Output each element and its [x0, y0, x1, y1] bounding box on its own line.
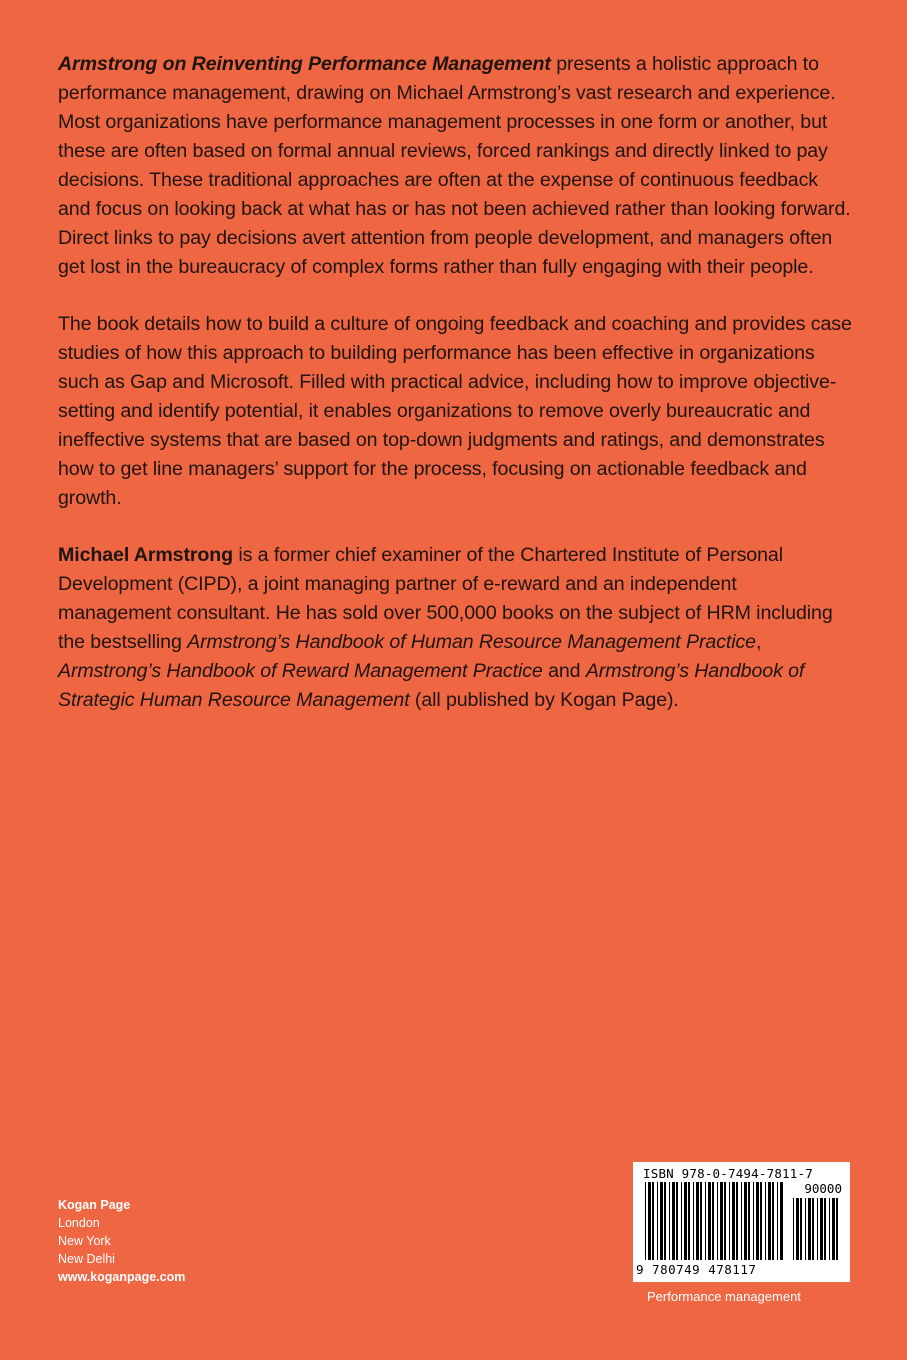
barcode-bar [780, 1182, 783, 1260]
blurb-paragraph-2: The book details how to build a culture of ongoing feedback and coaching and provides case studies of how this approach to building performance has been effective in organizations such as Gap and Microsoft. Filled with practical advice, including how to improve objective-setting and identify potential, it enables organizations to remove overly bureaucratic and ineffective systems that are based on top-down judgments and ratings, and demonstrates how to get line managers’ support for the process, focusing on actionable feedback and growth. [58, 313, 852, 509]
barcode-bar [681, 1182, 682, 1260]
author-bio-text-b: (all published by Kogan Page). [409, 689, 679, 711]
barcode-bar [836, 1198, 838, 1260]
blurb-text-1: presents a holistic approach to performance management, drawing on Michael Armstrong’s vast research and experience. Most organizations have performance management processes in one form or another, but these are often based on formal annual reviews, forced rankings and directly linked to pay decisions. These traditional approaches are often at the expense of continuous feedback and focus on looking back at what has or has not been achieved rather than looking forward. Direct links to pay decisions avert attention from people development, and managers often get lost in the bureaucracy of complex forms rather than fully engaging with their people. [58, 53, 851, 278]
barcode-bar [693, 1182, 694, 1260]
barcode-bar [768, 1182, 771, 1260]
price-code: 90000 [804, 1181, 842, 1196]
barcode-bar [736, 1182, 738, 1260]
publisher-name: Kogan Page [58, 1198, 131, 1212]
barcode-bar [652, 1182, 654, 1260]
barcode-bar [744, 1182, 747, 1260]
barcode-bar [648, 1182, 651, 1260]
barcode-bar [793, 1198, 794, 1260]
book-reference-2: Armstrong’s Handbook of Reward Management Practice [58, 660, 543, 682]
book-title: Armstrong on Reinventing Performance Management [58, 53, 551, 75]
barcode-bar [688, 1182, 690, 1260]
publisher-city: London [58, 1216, 100, 1230]
blurb-paragraph-1 [58, 50, 853, 282]
ean-digits: 9 780749 478117 [636, 1262, 757, 1277]
publisher-imprint [58, 1196, 185, 1286]
barcode-bar [748, 1182, 750, 1260]
book-reference-3: Armstrong’s Handbook of Strategic Human Resource Management [58, 660, 805, 711]
barcode-bar [732, 1182, 735, 1260]
barcode-bar [741, 1182, 742, 1260]
barcode-bar [817, 1198, 818, 1260]
barcode-bar [829, 1198, 830, 1260]
barcode-bar [765, 1182, 766, 1260]
barcode-bar [696, 1182, 699, 1260]
publisher-city: New York [58, 1234, 111, 1248]
barcode-bar [676, 1182, 678, 1260]
barcode-bar [824, 1198, 826, 1260]
barcode-bar [645, 1182, 646, 1260]
barcode-bar [717, 1182, 718, 1260]
barcode-bar [720, 1182, 723, 1260]
barcode-bar [669, 1182, 670, 1260]
barcode-bar [808, 1198, 811, 1260]
isbn-number: ISBN 978-0-7494-7811-7 [643, 1166, 813, 1181]
barcode-bar [672, 1182, 675, 1260]
isbn-barcode [633, 1162, 850, 1282]
book-reference-1: Armstrong’s Handbook of Human Resource Management Practice [187, 631, 756, 653]
barcode-bar [812, 1198, 814, 1260]
barcode-bar [684, 1182, 687, 1260]
barcode-bar [712, 1182, 714, 1260]
barcode-bar [832, 1198, 835, 1260]
barcode-bar [705, 1182, 706, 1260]
barcode-bar [772, 1182, 774, 1260]
author-name: Michael Armstrong [58, 544, 234, 566]
barcode-bar [820, 1198, 823, 1260]
category-label: Performance management [647, 1289, 801, 1304]
separator-2: and [542, 660, 586, 682]
publisher-city: New Delhi [58, 1252, 115, 1266]
barcode-bar [805, 1198, 806, 1260]
author-bio [58, 541, 853, 715]
separator-1: , [755, 631, 762, 653]
author-bio-text-a: is a former chief examiner of the Chartered Institute of Personal Development (CIPD), a joint managing partner of e-reward and an independent management consultant. He has sold over 500,000 books on the subject of HRM including the bestselling [58, 544, 833, 653]
barcode-bar [796, 1198, 799, 1260]
barcode-bar [760, 1182, 762, 1260]
back-cover-copy [58, 50, 853, 743]
barcode-bar [777, 1182, 778, 1260]
barcode-bar [753, 1182, 754, 1260]
barcode-bar [708, 1182, 711, 1260]
barcode-bar [700, 1182, 702, 1260]
barcode-bar [657, 1182, 658, 1260]
barcode-bar [664, 1182, 666, 1260]
barcode-bar [800, 1198, 802, 1260]
publisher-website: www.koganpage.com [58, 1270, 186, 1284]
barcode-bar [729, 1182, 730, 1260]
barcode-bar [660, 1182, 663, 1260]
barcode-bar [756, 1182, 759, 1260]
barcode-bar [724, 1182, 726, 1260]
